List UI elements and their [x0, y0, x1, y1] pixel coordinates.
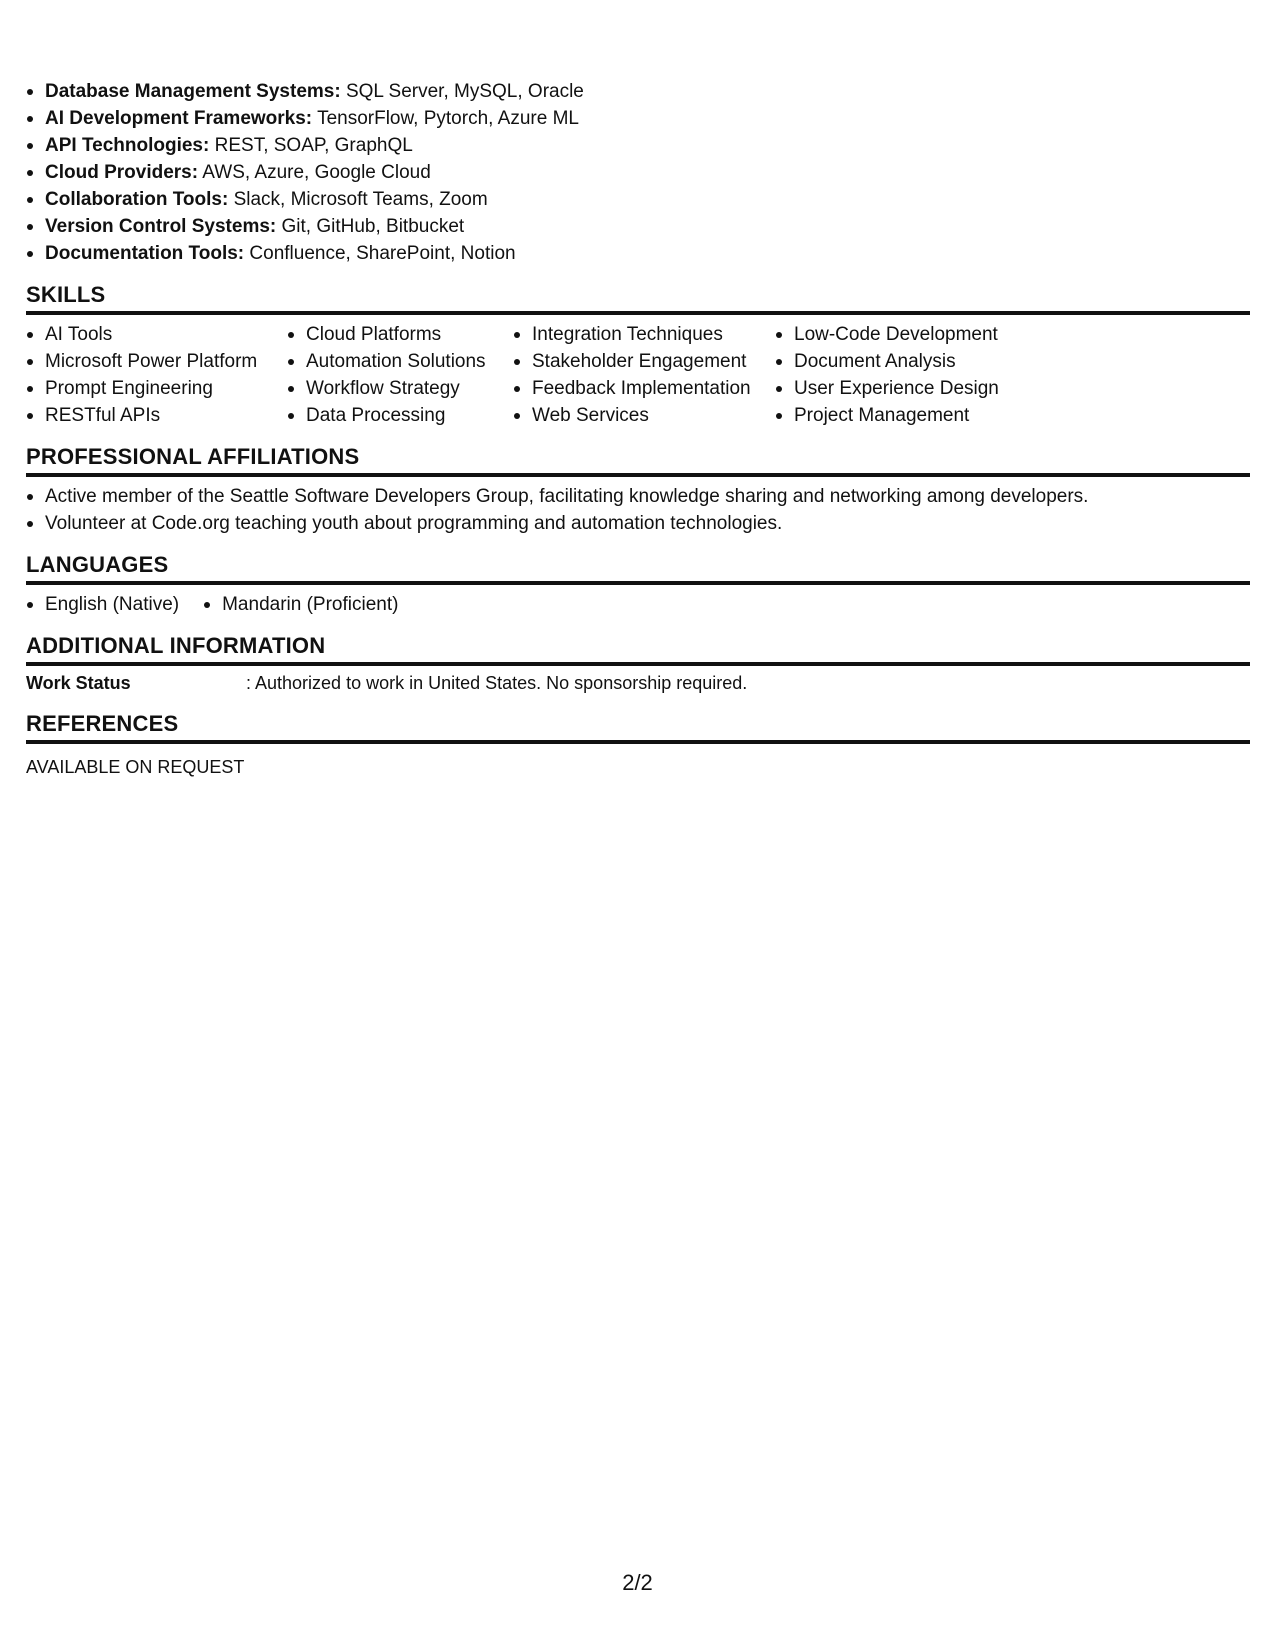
list-item — [26, 105, 1250, 132]
list-item — [26, 240, 1250, 267]
section-heading: REFERENCES — [26, 710, 1250, 744]
list-item: Project Management — [775, 402, 1035, 429]
additional-info-section — [26, 632, 1250, 696]
list-item: Prompt Engineering — [26, 375, 287, 402]
list-item: User Experience Design — [775, 375, 1035, 402]
tools-list — [26, 78, 1250, 267]
tool-label: Collaboration Tools: — [45, 189, 229, 210]
list-item: Automation Solutions — [287, 348, 513, 375]
tool-label: Database Management Systems: — [45, 81, 341, 102]
tool-label: AI Development Frameworks: — [45, 108, 313, 129]
page-number: 2/2 — [622, 1570, 653, 1595]
list-item: Mandarin (Proficient) — [203, 591, 398, 618]
affiliations-list — [26, 483, 1250, 537]
list-item: RESTful APIs — [26, 402, 287, 429]
tool-value: Confluence, SharePoint, Notion — [244, 243, 516, 264]
skills-column — [26, 321, 287, 429]
skills-column — [287, 321, 513, 429]
affiliations-section — [26, 443, 1250, 537]
tool-label: Documentation Tools: — [45, 243, 245, 264]
list-item — [26, 213, 1250, 240]
skills-column — [513, 321, 775, 429]
section-heading: LANGUAGES — [26, 551, 1250, 585]
list-item: Active member of the Seattle Software Developers Group, facilitating knowledge sharing and networking among developers. — [26, 483, 1250, 510]
list-item — [26, 186, 1250, 213]
list-item: Volunteer at Code.org teaching youth about programming and automation technologies. — [26, 510, 1250, 537]
tool-value: Slack, Microsoft Teams, Zoom — [228, 189, 488, 210]
section-heading: PROFESSIONAL AFFILIATIONS — [26, 443, 1250, 477]
list-item: Cloud Platforms — [287, 321, 513, 348]
list-item: Integration Techniques — [513, 321, 775, 348]
list-item — [26, 78, 1250, 105]
work-status-label: Work Status — [26, 673, 131, 693]
list-item: English (Native) — [26, 591, 179, 618]
work-status-value: : Authorized to work in United States. No sponsorship required. — [246, 673, 748, 693]
list-item: Stakeholder Engagement — [513, 348, 775, 375]
skills-grid — [26, 321, 1250, 429]
tool-value: SQL Server, MySQL, Oracle — [340, 81, 584, 102]
tool-value: AWS, Azure, Google Cloud — [198, 162, 431, 183]
skills-column — [775, 321, 1035, 429]
languages-list — [26, 591, 1250, 618]
references-text: AVAILABLE ON REQUEST — [26, 757, 245, 777]
list-item: AI Tools — [26, 321, 287, 348]
tool-value: REST, SOAP, GraphQL — [209, 135, 413, 156]
skills-section — [26, 281, 1250, 429]
tool-label: Cloud Providers: — [45, 162, 199, 183]
tool-label: Version Control Systems: — [45, 216, 277, 237]
list-item — [26, 132, 1250, 159]
list-item: Data Processing — [287, 402, 513, 429]
work-status-row — [26, 670, 1250, 696]
tool-value: Git, GitHub, Bitbucket — [276, 216, 465, 237]
list-item: Feedback Implementation — [513, 375, 775, 402]
list-item — [26, 159, 1250, 186]
references-section — [26, 710, 1250, 780]
resume-page — [26, 78, 1250, 780]
list-item: Document Analysis — [775, 348, 1035, 375]
list-item: Web Services — [513, 402, 775, 429]
languages-section — [26, 551, 1250, 618]
tool-value: TensorFlow, Pytorch, Azure ML — [312, 108, 579, 129]
list-item: Microsoft Power Platform — [26, 348, 287, 375]
section-heading: SKILLS — [26, 281, 1250, 315]
list-item: Low-Code Development — [775, 321, 1035, 348]
list-item: Workflow Strategy — [287, 375, 513, 402]
tool-label: API Technologies: — [45, 135, 210, 156]
section-heading: ADDITIONAL INFORMATION — [26, 632, 1250, 666]
